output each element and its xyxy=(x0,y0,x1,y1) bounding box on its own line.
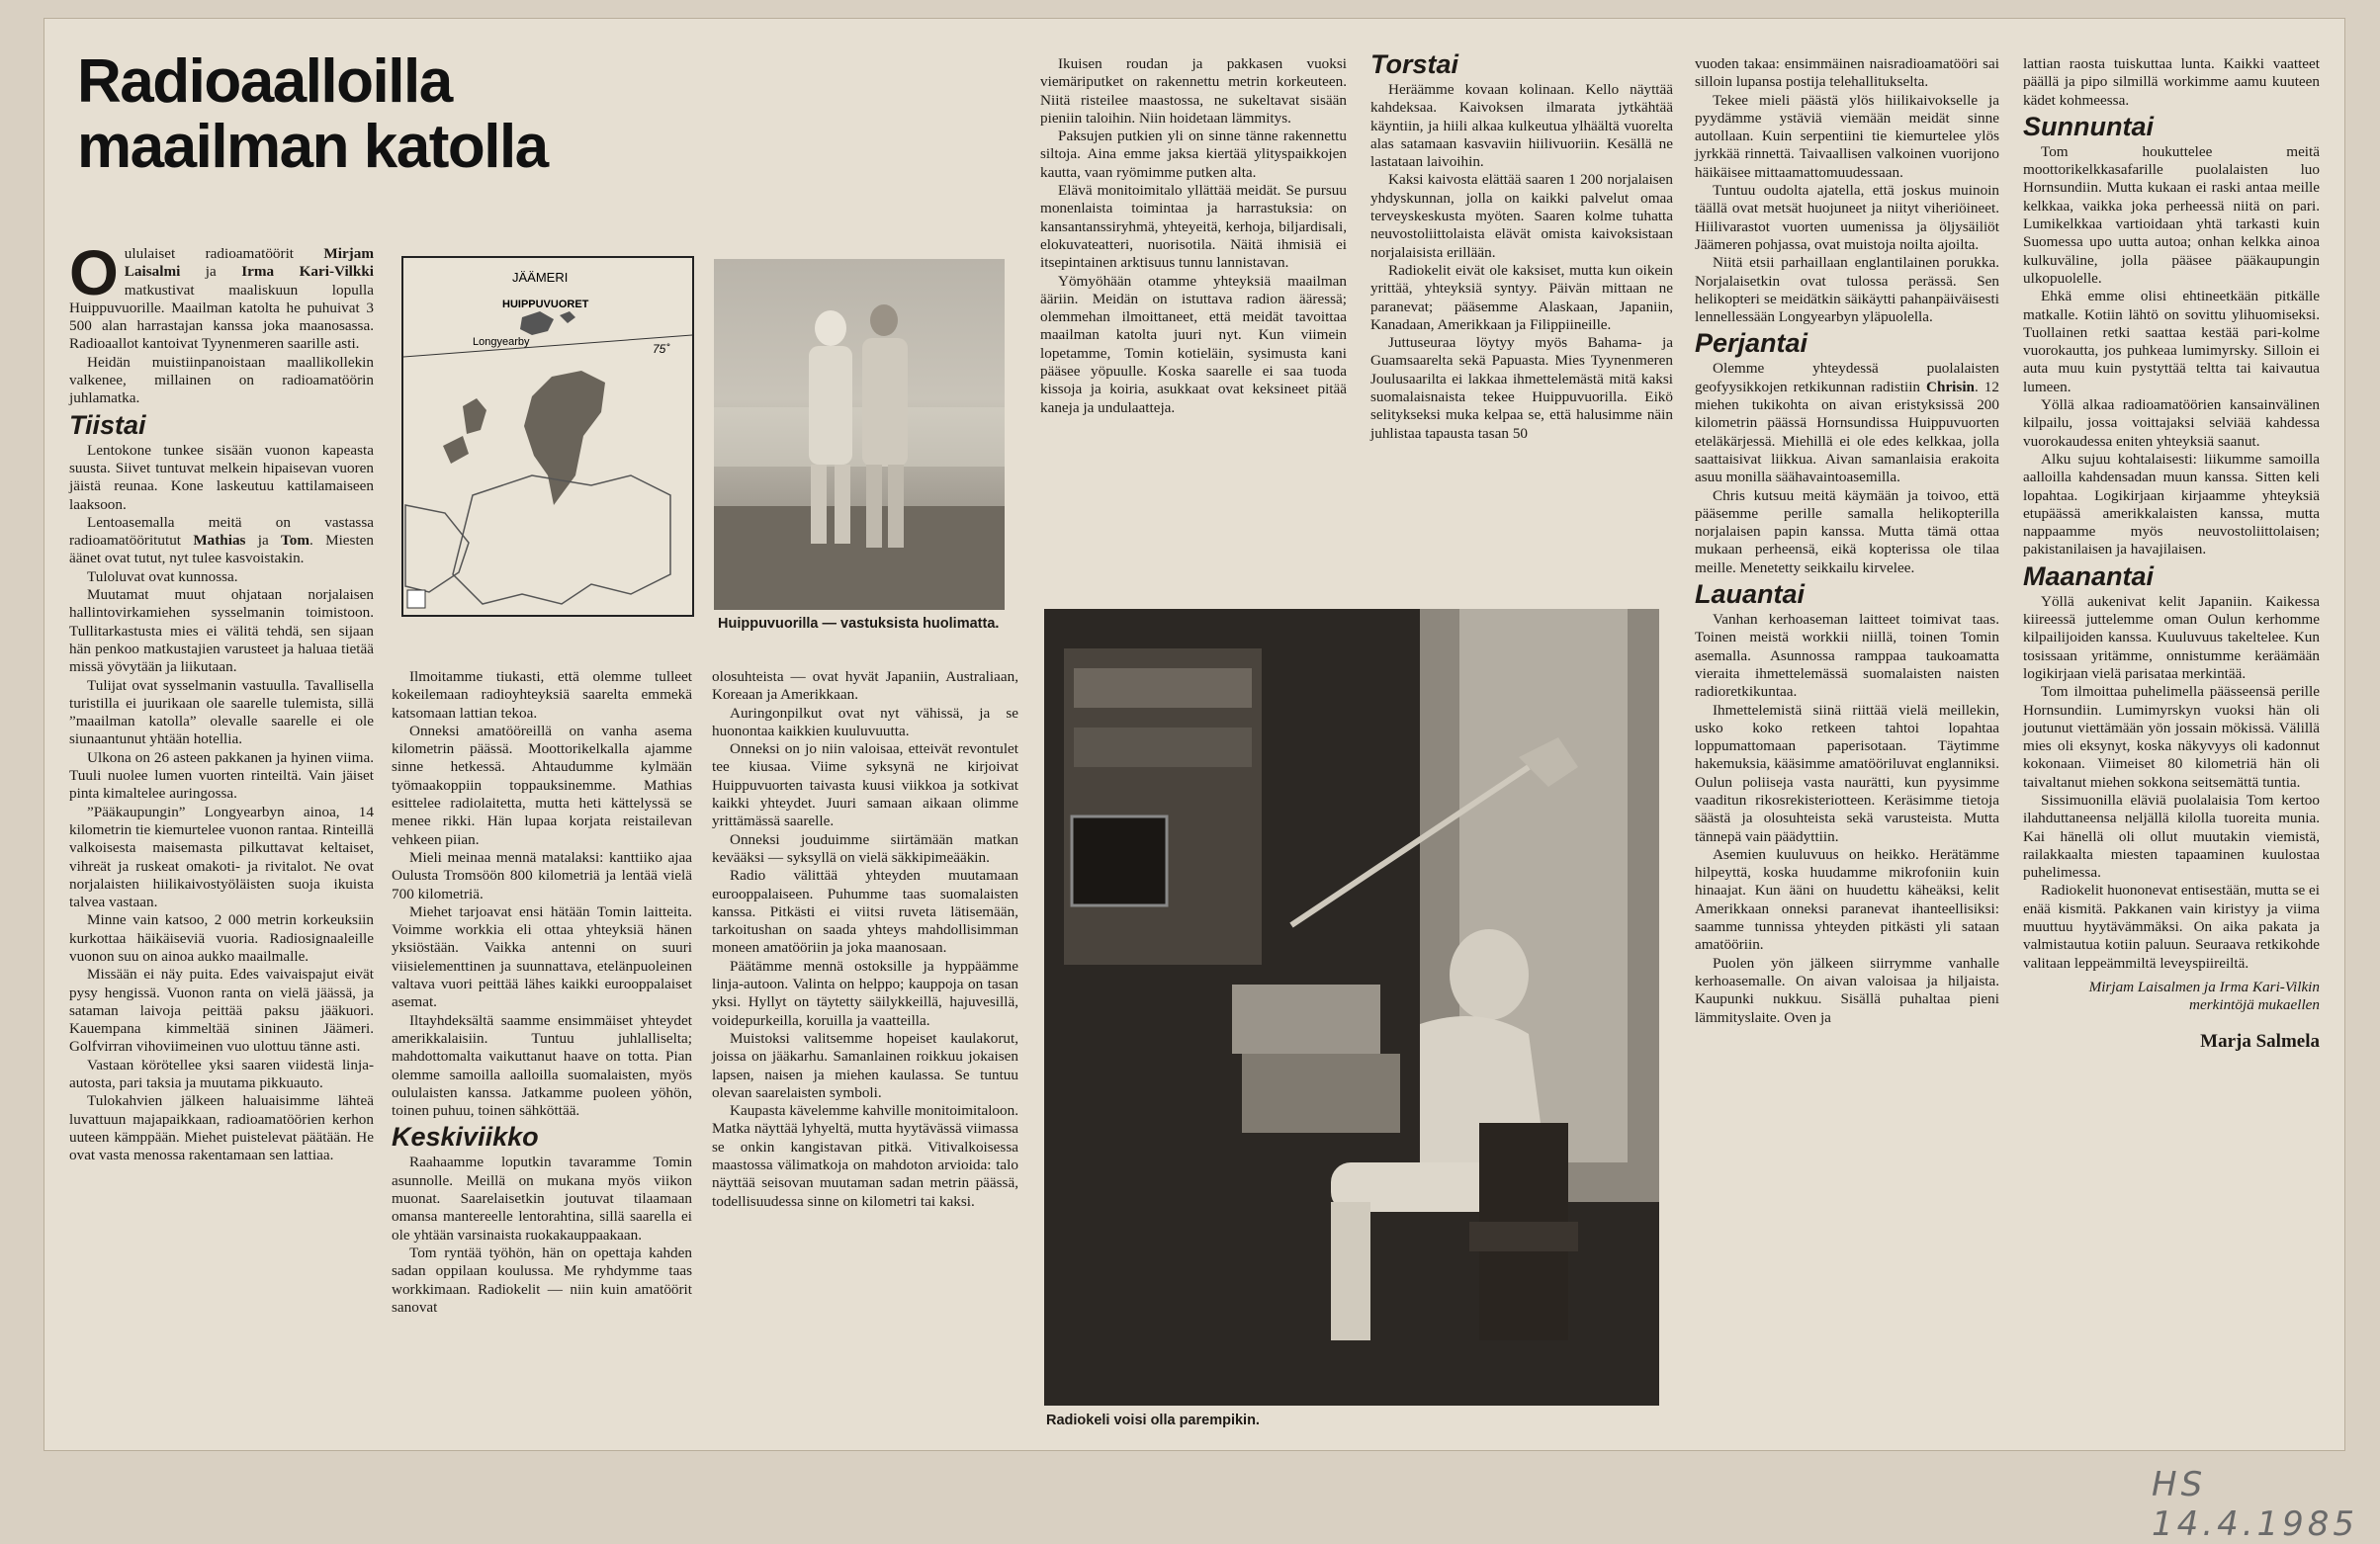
dropcap: O xyxy=(69,237,119,308)
paragraph: Yömyöhään otamme yhteyksiä maailman ääriin. Meidän on istuttava radion ääressä; olemmehan ilmoittaneet, että meidät tavoittaa maailman katolta juuri nyt. Kun viimein lopetamme, Tomin kotieläin, sysimusta kani pääsee yöpuulle. Koska saarelle ei saa tuoda kissoja ja koiria, asukkaat ovat keksineet pitää kaneja ja undulaatteja. xyxy=(1040,272,1347,416)
intro-paragraph-2: Heidän muistiinpanoistaan maallikollekin valkenee, millainen on radioamatöörin juhlamatka. xyxy=(69,353,374,407)
paragraph: Radiokelit eivät ole kaksiset, mutta kun oikein yrittää, yhteyksiä syntyy. Päivän mittaan ne paranevat; pääsemme Alaskaan, Japaniin, Kanadaan, Amerikkaan ja Filippiineille. xyxy=(1370,261,1673,333)
photo-2-caption: Radiokeli voisi olla parempikin. xyxy=(1046,1413,1260,1428)
paragraph: Kaksi kaivosta elättää saaren 1 200 norjalaisen yhdyskunnan, jolla on kaikki palvelut omaa terveyskeskusta myöten. Saaren kolme tuhatta neuvostoliittolaista elävät omista kaivoksistaan norjalaisista erillään. xyxy=(1370,171,1673,261)
column-5 xyxy=(1695,55,1999,1027)
section-heading-maanantai: Maanantai xyxy=(2023,560,2155,591)
column-1 xyxy=(69,237,375,1165)
paragraph: Tuloluvat ovat kunnossa. xyxy=(87,567,238,585)
map-label-sea: JÄÄMERI xyxy=(512,270,569,285)
paragraph: Heräämme kovaan kolinaan. Kello näyttää kahdeksaa. Kaivoksen ilmaratа jytkähtää käyntiin, ja hiili alkaa kulkeutua ylhäältä vuorelta alas satamaan kasvaviin hiilivuoriin. Kesällä ne lastataan laivoihin. xyxy=(1370,81,1673,171)
paragraph: vuoden takaa: ensimmäinen naisradioamatööri sai silloin lupansa postija telehallitukselta. xyxy=(1695,55,1999,91)
paragraph: Tom houkuttelee meitä moottorikelkkasafarille puolalaisten luo Hornsundiin. Mutta kukaan ei raski antaa meille kelkkaa, vaikka joka perheessä niitä on pari. Lumikelkkaa vartioidaan yhtä tarkasti kuin Suomessa upo uutta autoa; onhan kelkka ainoa kulkuväline, jolla pääsee pääkaupungin ulkopuolelle. xyxy=(2023,142,2320,287)
photo-two-women xyxy=(714,259,1005,610)
column-2 xyxy=(392,668,692,1317)
paragraph: Vanhan kerhoaseman laitteet toimivat taas. Toinen meistä workkii niillä, toinen Tomin asemalla. Asunnossa ramppaa taukoamatta vieraita ihmettelemässä suomalaisten naisten radioretkikuntaa. xyxy=(1695,611,1999,701)
author-name-2: Irma Kari-Vilkki xyxy=(241,263,375,281)
paragraph: Ehkä emme olisi ehtineetkään pitkälle matkalle. Kotiin lähtö on sovittu ylihuomiseksi. Tuollainen retki saattaa kestää pari-kolme vuorokautta, jos puhkeaa lumimyrsky. Silloin ei auta muu kuin pystyttää teltta tai kaivautua lumeen. xyxy=(2023,288,2320,395)
paragraph: Lentokone tunkee sisään vuonon kapeasta suusta. Siivet tuntuvat melkein hipaisevan vuoren jäistä reunaa. Kone laskeutuu kattilamaiseen laaksoon. xyxy=(69,441,374,513)
reporter-byline: Marja Salmela xyxy=(2200,1030,2320,1052)
paragraph: Tom ilmoittaa puhelimella päässeensä perille Hornsundiin. Lumimyrskyn vuoksi hän oli joutunut viettämään yön jossain mökissä. Välillä mies oli eksynyt, koska näkyvyys oli kadonnut kokonaan. Viimeiset 80 kilometriä hän oli taivaltanut miehen sokkona seitsemättä tuntia. xyxy=(2023,683,2320,791)
map-label-latitude: 75˚ xyxy=(653,342,670,356)
paragraph: Asemien kuuluvuus on heikko. Herätämme hilpeyttä, koska huudamme mikrofoniin kuin hinaajat. Kun ääni on huudettu käheäksi, kelit Amerikkaan onneksi paranevat ihanteellisiksi: saamme tunnissa yhteyden pitkästi yli sataan amatööriin. xyxy=(1695,845,1999,954)
paragraph: Raahaamme loputkin tavaramme Tomin asunnolle. Meillä on mukana myös viikon muonat. Saarelaisetkin joutuvat tilaamaan omansa mantereelle lentorahtina, sillä saarella ei ole yhtään varsinaista ruokakauppaakaan. xyxy=(392,1154,692,1244)
paragraph: Mieli meinaa mennä matalaksi: kanttiiko ajaa Oulusta Tromsöön 800 kilometriä ja lentää vielä 700 kilometriä. xyxy=(392,848,692,902)
intro-paragraph: Oululaiset radioamatöörit Mirjam Laisalmi ja Irma Kari-Vilkki matkustivat maaliskuun lopulla Huippuvuorille. Maailman katolta he puhuivat 3 500 alan harrastajan kanssa joka maanosassa. Radioaallot kantoivat Tyynenmeren saarille asti. xyxy=(69,237,375,353)
paragraph: Onneksi on jo niin valoisaa, etteivät revontulet tee kiusaa. Viime syksynä ne kirjoivat Huippuvuorten taivasta kuusi viikkoa ja sotkivat kaikki yhteydet. Juuri samaan aikaan olimme yrittämässä saarelle. xyxy=(712,740,1018,830)
photo-radio-operator-illustration xyxy=(1044,609,1659,1406)
map-compass-icon xyxy=(407,590,425,608)
paragraph: Tulokahvien jälkeen haluaisimme lähteä luvattuun majapaikkaan, radioamatöörien kerhon uuteen kämppään. Miehet puistelevat päätään. He ovat vasta menossa rakentamaan sen lattiaa. xyxy=(69,1092,374,1164)
paragraph: Muistoksi valitsemme hopeiset kaulakorut, joissa on jääkarhu. Samanlainen roikkuu jokaisen lapsen, naisen ja miehen kaulassa. Se tuntuu olevan saarelaisten symboli. xyxy=(712,1029,1018,1101)
column-4 xyxy=(1370,47,1673,443)
author-name-1: Mirjam Laisalmi xyxy=(124,245,374,281)
section-heading-perjantai: Perjantai xyxy=(1695,328,1808,359)
paragraph: Chris kutsuu meitä käymään ja toivoo, että pääsemme perille samalla helikopterilla norjalaisen papin kanssa. Mutta tämä ottaa mukaan perheensä, eikä kopterissa ole tilaa meille. Menetetty seikkailu kirvelee. xyxy=(1695,486,1999,576)
map-svalbard xyxy=(401,256,694,617)
paragraph: olosuhteista — ovat hyvät Japaniin, Australiaan, Koreaan ja Amerikkaan. xyxy=(712,668,1018,704)
paragraph: Ihmettelemistä siinä riittää vielä meillekin, usko koko retkeen tahtoi lopahtaa loppumattomaan paperisotaan. Täytimme hakemuksia, kääsimme amatööriluvat englanniksi. Oulun poliiseja vasta naurätti, kun pyysimme vaaditun rikosrekisteriotteen. Keräsimme tietoja säästä ja olosuhteista sekä varusteista. Mutta tännepä vain päädyttiin. xyxy=(1695,701,1999,845)
paragraph: Ilmoitamme tiukasti, että olemme tulleet kokeilemaan radioyhteyksiä saarelta emmekä katsomaan lattian tekoa. xyxy=(392,668,692,722)
paragraph: Juttuseuraa löytyy myös Bahama- ja Guamsaarelta sekä Papuasta. Mies Tyynenmeren Joulusaarilta ei lakkaa ihmettelemästä mitä kaksi suomalaisnaista tekee Huippuvuorilla. Eikö selitykseksi muka kelpaa se, että halusimme näin juhlistaa tapausta tasan 50 xyxy=(1370,334,1673,442)
section-heading-keskiviikko: Keskiviikko xyxy=(392,1122,539,1153)
photo-1-caption: Huippuvuorilla — vastuksista huolimatta. xyxy=(718,616,1000,632)
paragraph: Alku sujuu kohtalaisesti: liikumme samoilla aalloilla kahdensadan muun kanssa. Sitten keli lopahtaa. Logikirjaan kirjaamme yhteyksiä etupäässä amerikkalaisten kanssa, mutta nappaamme myös neuvostoliittolaisen; pakistanilaisen ja havajilaisen. xyxy=(2023,450,2320,558)
paragraph: Tom ryntää työhön, hän on opettaja kahden sadan oppilaan koulussa. Me ryhdymme taas workkimaan. Radiokelit — niin kuin amatöörit sanovat xyxy=(392,1244,692,1316)
british-isles-shape xyxy=(443,398,486,464)
paragraph: ”Pääkaupungin” Longyearbyn ainoa, 14 kilometrin tie kiemurtelee vuonon rantaa. Rinteillä valkoisesta maisemasta pilkuttavat keltaiset, vihreät ja ruskeat omakoti- ja rivitalot. Ne ovat norjalaisten hiilikaivostyöläisten suoja ikuista talvea vastaan. xyxy=(69,803,374,911)
paragraph: Lentoasemalla meitä on vastassa radioamatööritutut Mathias ja Tom. Miesten äänet ovat tutut, nyt tulee kasvoistakin. xyxy=(69,513,374,567)
column-3-bottom xyxy=(712,668,1018,1211)
paragraph: Ulkona on 26 asteen pakkanen ja hyinen viima. Tuuli nuolee lumen vuorten rinteiltä. Vain jäiset pinta kimaltelee auringossa. xyxy=(69,748,374,803)
photo-radio-operator xyxy=(1044,609,1659,1406)
paragraph: Niitä etsii parhaillaan englantilainen porukka. Norjalaisetkin ovat tulossa perässä. Sen helikopteri se meidätkin säikäytti pahanpäiväisesti lennellessään Longyearbyn yläpuolella. xyxy=(1695,254,1999,326)
paragraph: Onneksi amatööreillä on vanha asema kilometrin päässä. Moottorikelkalla ajamme sinne hetkessä. Ahtaudumme kylmään työmaakoppiin toppauksinemme. Mathias esittelee radiolaitetta, mutta heti kättelyssä se menee rikki. Hän lupaa korjata reistailevan vehkeen piian. xyxy=(392,722,692,848)
section-heading-sunnuntai: Sunnuntai xyxy=(2023,111,2154,141)
map-label-town: Longyearby xyxy=(473,336,530,348)
europe-outline xyxy=(453,475,670,604)
paragraph: Auringonpilkut ovat nyt vähissä, ja se huonontaa kaikkien kuuluvuutta. xyxy=(712,704,1018,739)
author-credit: Mirjam Laisalmen ja Irma Kari-Vilkin merkintöjä mukaellen xyxy=(2088,978,2320,1014)
section-heading-lauantai: Lauantai xyxy=(1695,579,1806,610)
paragraph: Puolen yön jälkeen siirrymme vanhalle kerhoasemalle. On aivan valoisaa ja hiljaista. Kaupunki nukkuu. Sisällä puhaltaa pieni lämmityslaite. Oven ja xyxy=(1695,954,1999,1026)
paragraph: Tekee mieli päästä ylös hiilikaivokselle ja pyydämme ystäviä viemään meidät sinne autollaan. Kuin serpentiini tie kiemurtelee ylös jyrkkää rinnettä. Taivaallisen valkoinen vuorijono häikäisee mittaamattomuudessaan. xyxy=(1695,91,1999,181)
paragraph: Yöllä alkaa radioamatöörien kansainvälinen kilpailu, jossa voittajaksi selviää kahdessa vuorokaudessa eniten yhteyksiä saanut. xyxy=(2023,396,2320,450)
column-6 xyxy=(2023,55,2320,1051)
paragraph: Ikuisen roudan ja pakkasen vuoksi viemäriputket on rakennettu metrin korkeuteen. Niitä risteilee maastossa, ne sukeltavat sisään pieniin taloihin. Niin hoidetaan lämmitys. xyxy=(1040,55,1347,127)
paragraph: Iltayhdeksältä saamme ensimmäiset yhteydet amerikkalaisiin. Tuntuu juhlalliselta; mahdottomalta vaikuttanut haave on totta. Pian olemme samoilla aalloilla suomalaisten, myös oululaisten kanssa. Jatkamme puoleen yöhön, toinen puhuu, toinen sähköttää. xyxy=(392,1011,692,1120)
paragraph: lattian raosta tuiskuttaa lunta. Kaikki vaatteet päällä ja pipo silmillä workimme aamu kuuteen kädet kohmeessa. xyxy=(2023,55,2320,109)
svalbard-shape xyxy=(520,311,575,335)
paragraph: Muutamat muut ohjataan norjalaisen hallintovirkamiehen sysselmanin toimistoon. Tullitarkastusta mies ei välitä tehdä, sen sijaan hän penkoo matkustajien varusteet ja haluaa tietää missä yövytään ja liikutaan. xyxy=(69,586,374,676)
section-heading-tiistai: Tiistai xyxy=(69,409,146,440)
paragraph: Yöllä aukenivat kelit Japaniin. Kaikessa kiireessä juttelemme oman Oulun kerhomme kilpailijoiden kanssa. Kuuluvuus takeltelee. Kun tosissaan yritämme, onnistumme keräämään logikirjaan vielä parisataa merkintää. xyxy=(2023,592,2320,682)
paragraph: Sissimuonilla eläviä puolalaisia Tom kertoo ilahduttaneensa neljällä kilolla tuoreita munia. Kai hänellä oli ollut muutakin viemistä, railakkaalta miesten tapaaminen kuulostaa puhelimessa. xyxy=(2023,791,2320,882)
handwritten-date-annotation: HS 14.4.1985 xyxy=(2152,1465,2359,1544)
paragraph: Päätämme mennä ostoksille ja hyppäämme linja-autoon. Valinta on helppo; kauppoja on tasan yksi. Hyllyt on täytetty säilykkeillä, hajuvesillä, voidepurkeilla, koruilla ja vaatteilla. xyxy=(712,957,1018,1029)
paragraph: Olemme yhteydessä puolalaisten geofyysikkojen retkikunnan radistiin Chrisin. 12 miehen tukikohta on aivan eristyksissä 200 kilometrin päässä Hornsundissa Huippuvuorten eteläkärjessä. Miehillä ei ole edes kelkkaa, jolla saattaisivat liikkua. Aivan samanlaisia erakoita asuu monilla säähavaintoasemilla. xyxy=(1695,360,1999,486)
section-heading-torstai: Torstai xyxy=(1370,49,1459,79)
paragraph: Tulijat ovat sysselmanin vastuulla. Tavallisella turistilla ei juurikaan ole saarelle tulemista, sillä ”maailman katolla” olevalle saarelle ei ole siunaantunut yhtään hotellia. xyxy=(69,676,374,748)
paragraph: Miehet tarjoavat ensi hätään Tomin laitteita. Voimme workkia eli ottaa yhteyksiä hänen yksiöstään. Vaikka antenni on suuri viisielementtinen ja suunnattava, etelänpuoleinen valtava vuori peittää lähes kaikki eurooppalaiset asemat. xyxy=(392,902,692,1011)
paragraph: Tuntuu oudolta ajatella, että joskus muinoin täällä ovat metsät huojuneet ja niityt viheriöineet. Hiilivarastot vuorten uumenissa ja öljysäiliöt Jäämeren pohjassa, ovat muistoja noilta ajoilta. xyxy=(1695,182,1999,253)
column-3-top xyxy=(1040,55,1347,417)
paragraph: Elävä monitoimitalo yllättää meidät. Se pursuu monenlaista toimintaa ja harrastuksia: on kansantanssiryhmä, yhteyeitä, kerhoja, biljardisali, elokuvateatteri, nuorisotila. Näitä ihmisiä ei itsepintainen arktisuus tunnu lannistavan. xyxy=(1040,182,1347,272)
paragraph: Minne vain katsoo, 2 000 metrin korkeuksiin kurkottaa häikäiseviä vuoria. Radiosignaaleille vuonon suu on ainoa aukko maailmalle. xyxy=(69,911,374,965)
map-label-islands: HUIPPUVUORET xyxy=(502,299,589,310)
paragraph: Vastaan körötellee yksi saaren viidestä linja-autosta, pari taksia ja muutama pikkuauto. xyxy=(69,1056,374,1092)
paragraph: Paksujen putkien yli on sinne tänne rakennettu siltoja. Aina emme jaksa kiertää ylityspaikkojen kautta, vaan ryömimme putken alta. xyxy=(1040,128,1347,181)
paragraph: Radio välittää yhteyden muutamaan eurooppalaiseen. Puhumme taas suomalaisten kanssa. Pitkästi ei viitsi ruveta lätisemään, tarkoitushan on saada yhteys mahdollisimman moneen amatööriin ja joka maanosaan. xyxy=(712,867,1018,957)
paragraph: Radiokelit huononevat entisestään, mutta se ei enää kismitä. Pakkanen vain kiristyy ja viima muuttuu hyytävämmäksi. On aika pakata ja valmistautua kotiin paluun. Seuraava retkikohde valitaan leppeämmiltä leveyspiireiltä. xyxy=(2023,882,2320,972)
paragraph: Missään ei näy puita. Edes vaivaispajut eivät pysy hengissä. Vuonon ranta on vielä jäässä, ja sataman laivoja peittää paksu jääkuori. Kauempana kimmeltää sininen Jäämeri. Golfvirran vihoviimeinen vuo ulottuu tänne asti. xyxy=(69,966,374,1056)
map-graphic xyxy=(403,258,692,615)
paragraph: Onneksi jouduimme siirtämään matkan kevääksi — syksyllä on vielä säkkipimeääkin. xyxy=(712,830,1018,866)
paragraph: Kaupasta kävelemme kahville monitoimitaloon. Matka näyttää lyhyeltä, mutta hyytävässä viimassa se onkin kangistavan pitkä. Vitivalkoisessa maastossa välimatkoja on mahdoton arvioida: talo näyttää seisovan muutaman sadan metrin päässä, todellisuudessa sinne on kilometri tai kaksi. xyxy=(712,1102,1018,1210)
photo-two-women-illustration xyxy=(714,259,1005,610)
headline: Radioaalloilla maailman katolla xyxy=(77,47,548,181)
